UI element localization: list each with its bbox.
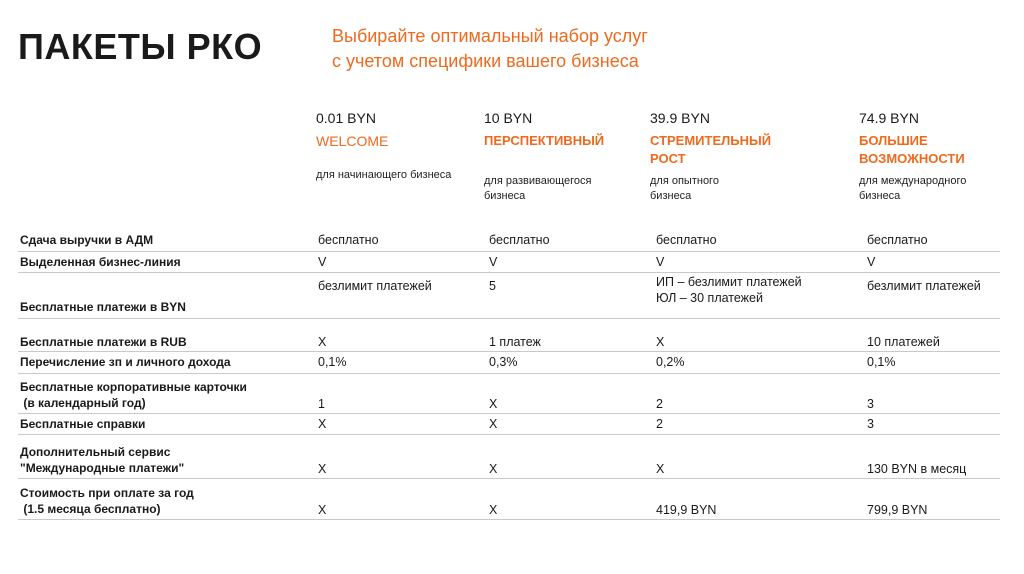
- row-label: Перечисление зп и личного дохода: [18, 351, 316, 373]
- cell: 2: [654, 413, 865, 434]
- plan-description-line: бизнеса: [484, 190, 526, 202]
- row-label: Бесплатные платежи в RUB: [18, 318, 316, 351]
- cell: 1 платеж: [487, 318, 654, 351]
- cell: X: [316, 478, 487, 519]
- table-row: [18, 413, 1000, 434]
- table-row: [18, 229, 1000, 251]
- subtitle-line-1: Выбирайте оптимальный набор услуг: [332, 26, 648, 46]
- cell: X: [316, 413, 487, 434]
- cell: X: [654, 434, 865, 478]
- row-label-line: (в календарный год): [20, 395, 146, 410]
- subtitle-line-2: с учетом специфики вашего бизнеса: [332, 51, 639, 71]
- cell: V: [865, 251, 1000, 272]
- cell: 0,1%: [865, 351, 1000, 373]
- cell: X: [487, 373, 654, 413]
- cell: V: [654, 251, 865, 272]
- cell: 0,1%: [316, 351, 487, 373]
- cell: 5: [487, 272, 654, 318]
- cell: бесплатно: [654, 229, 865, 251]
- cell: 0,2%: [654, 351, 865, 373]
- plan-name-line: БОЛЬШИЕ: [859, 133, 928, 148]
- cell: X: [487, 413, 654, 434]
- plan-description: [650, 174, 771, 204]
- row-label: [18, 373, 316, 413]
- plan-rapid-growth: [650, 110, 771, 204]
- row-label: Бесплатные платежи в BYN: [18, 272, 316, 318]
- row-label-line: Бесплатные корпоративные карточки: [20, 379, 247, 394]
- table-row: [18, 272, 1000, 318]
- cell-line: ЮЛ – 30 платежей: [656, 290, 763, 305]
- row-label: Сдача выручки в АДМ: [18, 229, 316, 251]
- plan-name: [650, 132, 771, 168]
- plan-name: [859, 132, 966, 168]
- page-title: ПАКЕТЫ РКО: [18, 26, 263, 67]
- cell: бесплатно: [865, 229, 1000, 251]
- cell: 799,9 BYN: [865, 478, 1000, 519]
- table-row: [18, 434, 1000, 478]
- row-label: Выделенная бизнес-линия: [18, 251, 316, 272]
- cell: V: [487, 251, 654, 272]
- plan-perspective: [484, 110, 604, 204]
- row-label-line: Стоимость при оплате за год: [20, 485, 194, 500]
- plan-price: 39.9 BYN: [650, 110, 710, 126]
- plan-description: [859, 174, 966, 204]
- plan-description-line: бизнеса: [859, 190, 901, 202]
- cell: безлимит платежей: [865, 272, 1000, 318]
- cell: X: [487, 434, 654, 478]
- row-label-line: "Международные платежи": [20, 460, 185, 475]
- cell: 1: [316, 373, 487, 413]
- cell: 3: [865, 413, 1000, 434]
- plan-description: [316, 168, 451, 183]
- table-row: [18, 318, 1000, 351]
- row-label-line: Дополнительный сервис: [20, 444, 171, 459]
- table-row: [18, 251, 1000, 272]
- plan-description-line: для международного: [859, 175, 967, 187]
- plan-price: 0.01 BYN: [316, 110, 376, 126]
- cell: 3: [865, 373, 1000, 413]
- table-row: [18, 373, 1000, 413]
- plan-name-line: СТРЕМИТЕЛЬНЫЙ: [650, 133, 772, 148]
- row-label: Бесплатные справки: [18, 413, 316, 434]
- plan-name-line: РОСТ: [650, 151, 686, 166]
- row-label-line: (1.5 месяца бесплатно): [20, 501, 161, 516]
- cell: бесплатно: [487, 229, 654, 251]
- row-label: [18, 434, 316, 478]
- plan-description-line: для опытного: [650, 175, 719, 187]
- plan-name-line: ВОЗМОЖНОСТИ: [859, 151, 965, 166]
- plan-description-line: для начинающего бизнеса: [316, 169, 452, 181]
- cell: 10 платежей: [865, 318, 1000, 351]
- plan-name: WELCOME: [316, 133, 389, 149]
- cell: X: [316, 318, 487, 351]
- cell: бесплатно: [316, 229, 487, 251]
- plan-price: 10 BYN: [484, 110, 533, 126]
- page-subtitle: [332, 24, 648, 74]
- table-row: [18, 478, 1000, 519]
- cell: 2: [654, 373, 865, 413]
- plan-name: ПЕРСПЕКТИВНЫЙ: [484, 133, 605, 148]
- cell: 0,3%: [487, 351, 654, 373]
- cell: X: [654, 318, 865, 351]
- plan-description: [484, 174, 604, 204]
- plans-header: [0, 110, 1024, 210]
- row-label: [18, 478, 316, 519]
- cell: X: [487, 478, 654, 519]
- table-row: [18, 351, 1000, 373]
- cell: безлимит платежей: [316, 272, 487, 318]
- cell-line: ИП – безлимит платежей: [656, 274, 802, 289]
- cell: [654, 272, 865, 318]
- plan-description-line: бизнеса: [650, 190, 692, 202]
- plan-price: 74.9 BYN: [859, 110, 919, 126]
- comparison-table: [18, 229, 1000, 520]
- cell: V: [316, 251, 487, 272]
- cell: 130 BYN в месяц: [865, 434, 1000, 478]
- plan-big-opportunities: [859, 110, 966, 204]
- cell: 419,9 BYN: [654, 478, 865, 519]
- plan-description-line: для развивающегося: [484, 175, 592, 187]
- plan-welcome: [316, 110, 451, 183]
- cell: X: [316, 434, 487, 478]
